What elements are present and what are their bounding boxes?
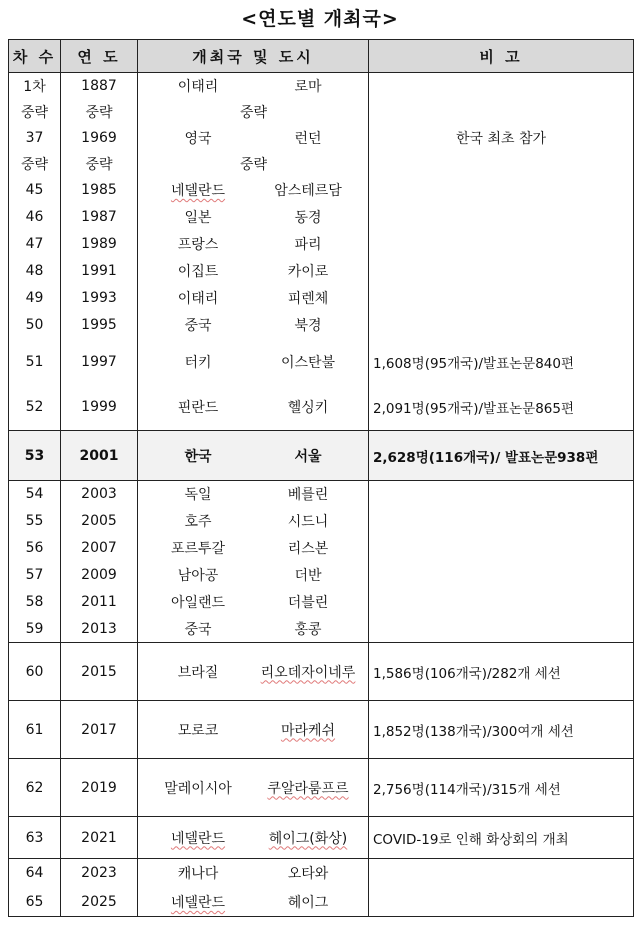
cell-country-city	[138, 759, 369, 817]
cell-country: 일본	[184, 210, 212, 226]
cell-year: 1987	[61, 204, 138, 231]
cell-year: 중략	[61, 99, 138, 125]
table-row	[9, 431, 634, 481]
cell-no: 37	[9, 125, 61, 151]
cell-city: 시드니	[287, 514, 329, 530]
cell-no: 49	[9, 285, 61, 312]
cell-country-city	[138, 204, 369, 231]
cell-year: 1887	[61, 73, 138, 99]
header-year: 연 도	[61, 40, 138, 73]
cell-no: 62	[9, 759, 61, 817]
cell-city: 암스테르담	[274, 183, 342, 199]
cell-city: 피렌체	[287, 291, 329, 307]
cell-country: 호주	[184, 514, 212, 530]
cell-country: 이태리	[177, 78, 219, 95]
table-row	[9, 231, 634, 258]
cell-note	[369, 151, 634, 177]
cell-country-city	[138, 589, 369, 616]
cell-no: 54	[9, 481, 61, 508]
cell-city: 쿠알라룸프르	[267, 780, 349, 797]
cell-city: 동경	[294, 210, 322, 226]
cell-note: 2,756명(114개국)/315개 세션	[369, 759, 634, 817]
table-row	[9, 643, 634, 701]
cell-omitted: 중략	[239, 156, 268, 173]
cell-country-city	[138, 616, 369, 643]
cell-country: 브라질	[177, 664, 219, 681]
cell-note: 1,608명(95개국)/발표논문840편	[369, 339, 634, 385]
cell-no: 65	[9, 888, 61, 917]
cell-country: 네델란드	[170, 830, 226, 847]
cell-country: 중국	[184, 318, 212, 334]
cell-country-city	[138, 312, 369, 339]
cell-year: 중략	[61, 151, 138, 177]
cell-note	[369, 562, 634, 589]
cell-no: 48	[9, 258, 61, 285]
cell-no: 56	[9, 535, 61, 562]
page-title: <연도별 개최국>	[241, 8, 399, 30]
cell-country-city	[138, 231, 369, 258]
cell-year: 2007	[61, 535, 138, 562]
cell-note: 한국 최초 참가	[369, 125, 634, 151]
cell-country: 말레이시아	[164, 780, 232, 797]
cell-city: 더블린	[287, 595, 329, 611]
cell-city: 홍콩	[294, 621, 322, 638]
cell-country-city	[138, 385, 369, 431]
cell-no: 51	[9, 339, 61, 385]
cell-city: 마라케쉬	[280, 722, 336, 739]
cell-note	[369, 481, 634, 508]
table-row	[9, 125, 634, 151]
host-country-table	[8, 39, 634, 917]
cell-note	[369, 285, 634, 312]
table-row	[9, 312, 634, 339]
table-row	[9, 258, 634, 285]
cell-year: 2013	[61, 616, 138, 643]
table-row	[9, 385, 634, 431]
header-country-city: 개최국 및 도시	[138, 40, 369, 73]
cell-country-city	[138, 258, 369, 285]
cell-omitted: 중략	[239, 104, 268, 121]
cell-country: 이태리	[177, 291, 219, 307]
table-row	[9, 859, 634, 888]
cell-city: 헤이그	[287, 894, 329, 911]
table-row	[9, 562, 634, 589]
cell-city: 런던	[294, 130, 322, 147]
cell-country-city	[138, 151, 369, 177]
cell-country: 캐나다	[177, 866, 219, 883]
cell-note: COVID-19로 인해 화상회의 개최	[369, 817, 634, 859]
cell-year: 1991	[61, 258, 138, 285]
cell-country: 네델란드	[170, 183, 226, 199]
cell-year: 2019	[61, 759, 138, 817]
header-note: 비 고	[369, 40, 634, 73]
cell-city: 카이로	[287, 264, 329, 280]
cell-no: 50	[9, 312, 61, 339]
table-row	[9, 701, 634, 759]
table-row	[9, 535, 634, 562]
cell-country: 아일랜드	[170, 595, 226, 611]
cell-city: 더반	[294, 568, 322, 584]
table-row	[9, 177, 634, 204]
cell-city: 베를린	[287, 487, 329, 504]
cell-year: 2005	[61, 508, 138, 535]
cell-no: 1차	[9, 73, 61, 99]
cell-country: 프랑스	[177, 237, 219, 253]
cell-year: 1985	[61, 177, 138, 204]
cell-note: 1,586명(106개국)/282개 세션	[369, 643, 634, 701]
cell-country-city	[138, 177, 369, 204]
cell-no: 중략	[9, 99, 61, 125]
cell-city: 북경	[294, 318, 322, 334]
cell-note	[369, 859, 634, 888]
cell-country: 터키	[184, 354, 212, 371]
cell-country: 이집트	[177, 264, 219, 280]
cell-country: 중국	[184, 621, 212, 638]
table-row	[9, 616, 634, 643]
table-row	[9, 99, 634, 125]
table-row	[9, 204, 634, 231]
cell-no: 52	[9, 385, 61, 431]
cell-country: 네델란드	[170, 894, 226, 911]
cell-country-city	[138, 888, 369, 917]
cell-country-city	[138, 701, 369, 759]
cell-year: 2009	[61, 562, 138, 589]
cell-note	[369, 616, 634, 643]
cell-year: 1999	[61, 385, 138, 431]
cell-no: 중략	[9, 151, 61, 177]
cell-year: 1995	[61, 312, 138, 339]
header-no: 차 수	[9, 40, 61, 73]
cell-year: 2021	[61, 817, 138, 859]
cell-note	[369, 73, 634, 99]
cell-country-city	[138, 481, 369, 508]
cell-no: 60	[9, 643, 61, 701]
cell-country-city	[138, 535, 369, 562]
cell-country: 영국	[184, 130, 212, 147]
cell-year: 2003	[61, 481, 138, 508]
cell-country-city	[138, 125, 369, 151]
table-row	[9, 73, 634, 99]
cell-country-city	[138, 285, 369, 312]
cell-note	[369, 312, 634, 339]
cell-country-city	[138, 562, 369, 589]
cell-city: 리스본	[287, 541, 329, 557]
cell-no: 57	[9, 562, 61, 589]
cell-note	[369, 258, 634, 285]
cell-country: 포르투갈	[170, 541, 226, 557]
cell-note	[369, 535, 634, 562]
cell-city: 이스탄불	[280, 354, 336, 371]
table-row	[9, 759, 634, 817]
cell-note	[369, 204, 634, 231]
table-row	[9, 508, 634, 535]
cell-city: 헬싱키	[287, 400, 329, 417]
cell-note	[369, 589, 634, 616]
cell-country: 핀란드	[177, 400, 219, 417]
cell-year: 1989	[61, 231, 138, 258]
cell-year: 2023	[61, 859, 138, 888]
cell-no: 45	[9, 177, 61, 204]
cell-country-city	[138, 99, 369, 125]
cell-country: 독일	[184, 487, 212, 504]
cell-note: 1,852명(138개국)/300여개 세션	[369, 701, 634, 759]
table-row	[9, 888, 634, 917]
cell-no: 53	[9, 431, 61, 481]
cell-country-city	[138, 817, 369, 859]
cell-year: 2015	[61, 643, 138, 701]
table-body	[9, 73, 634, 917]
cell-no: 47	[9, 231, 61, 258]
cell-note	[369, 888, 634, 917]
cell-year: 1997	[61, 339, 138, 385]
cell-no: 63	[9, 817, 61, 859]
table-row	[9, 339, 634, 385]
cell-year: 2011	[61, 589, 138, 616]
cell-no: 61	[9, 701, 61, 759]
cell-note: 2,091명(95개국)/발표논문865편	[369, 385, 634, 431]
cell-city: 서울	[294, 448, 322, 465]
cell-no: 55	[9, 508, 61, 535]
cell-country: 남아공	[177, 568, 219, 584]
cell-country-city	[138, 859, 369, 888]
cell-note	[369, 508, 634, 535]
cell-city: 파리	[294, 237, 322, 253]
cell-year: 1969	[61, 125, 138, 151]
cell-note	[369, 99, 634, 125]
cell-no: 64	[9, 859, 61, 888]
cell-city: 헤이그(화상)	[268, 830, 348, 847]
cell-year: 2017	[61, 701, 138, 759]
cell-year: 1993	[61, 285, 138, 312]
cell-country: 모로코	[177, 722, 219, 739]
cell-year: 2001	[61, 431, 138, 481]
cell-country-city	[138, 508, 369, 535]
table-row	[9, 481, 634, 508]
cell-no: 46	[9, 204, 61, 231]
cell-no: 59	[9, 616, 61, 643]
table-row	[9, 285, 634, 312]
cell-country: 한국	[184, 448, 212, 465]
cell-city: 리오데자이네루	[260, 664, 356, 681]
cell-note	[369, 231, 634, 258]
cell-city: 오타와	[287, 866, 329, 883]
table-row	[9, 817, 634, 859]
table-row	[9, 151, 634, 177]
cell-country-city	[138, 73, 369, 99]
cell-country-city	[138, 431, 369, 481]
cell-note: 2,628명(116개국)/ 발표논문938편	[369, 431, 634, 481]
header-row	[9, 40, 634, 73]
cell-no: 58	[9, 589, 61, 616]
table-row	[9, 589, 634, 616]
cell-country-city	[138, 643, 369, 701]
cell-year: 2025	[61, 888, 138, 917]
cell-city: 로마	[294, 78, 322, 95]
cell-country-city	[138, 339, 369, 385]
cell-note	[369, 177, 634, 204]
